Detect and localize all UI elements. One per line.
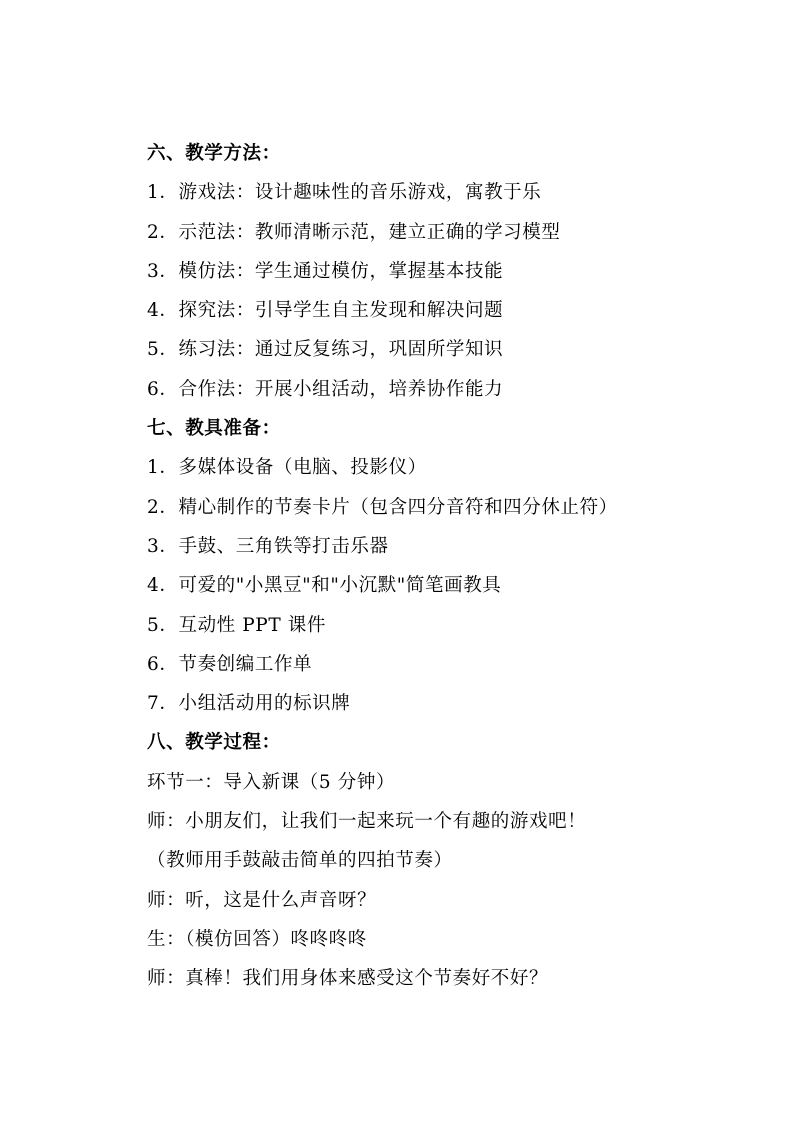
method-item: 2．示范法：教师清晰示范，建立正确的学习模型	[147, 221, 561, 243]
dialogue-line: 师：听，这是什么声音呀？	[147, 889, 377, 911]
dialogue-line: 生：（模仿回答）咚咚咚咚	[147, 928, 367, 950]
method-item: 5．练习法：通过反复练习，巩固所学知识	[147, 339, 504, 361]
aid-item: 6．节奏创编工作单	[147, 653, 313, 675]
aid-item: 2．精心制作的节奏卡片（包含四分音符和四分休止符）	[147, 496, 618, 518]
dialogue-line: 师：小朋友们，让我们一起来玩一个有趣的游戏吧！	[147, 811, 587, 833]
process-stage-title: 环节一：导入新课（5 分钟）	[147, 771, 396, 793]
dialogue-line: 师：真棒！我们用身体来感受这个节奏好不好？	[147, 968, 549, 990]
page-content	[147, 134, 707, 999]
method-item: 4．探究法：引导学生自主发现和解决问题	[147, 300, 504, 322]
method-item: 6．合作法：开展小组活动，培养协作能力	[147, 378, 504, 400]
section-heading-teaching-aids: 七、教具准备：	[147, 418, 281, 440]
aid-item: 3．手鼓、三角铁等打击乐器	[147, 535, 389, 557]
section-heading-teaching-process: 八、教学过程：	[147, 732, 281, 754]
stage-direction: （教师用手鼓敲击简单的四拍节奏）	[147, 850, 453, 872]
aid-item: 4．可爱的"小黑豆"和"小沉默"简笔画教具	[147, 575, 502, 597]
method-item: 1．游戏法：设计趣味性的音乐游戏，寓教于乐	[147, 182, 542, 204]
aid-item: 7．小组活动用的标识牌	[147, 693, 351, 715]
aid-item: 5．互动性 PPT 课件	[147, 614, 326, 636]
method-item: 3．模仿法：学生通过模仿，掌握基本技能	[147, 260, 504, 282]
section-heading-teaching-methods: 六、教学方法：	[147, 143, 281, 164]
aid-item: 1．多媒体设备（电脑、投影仪）	[147, 457, 427, 479]
